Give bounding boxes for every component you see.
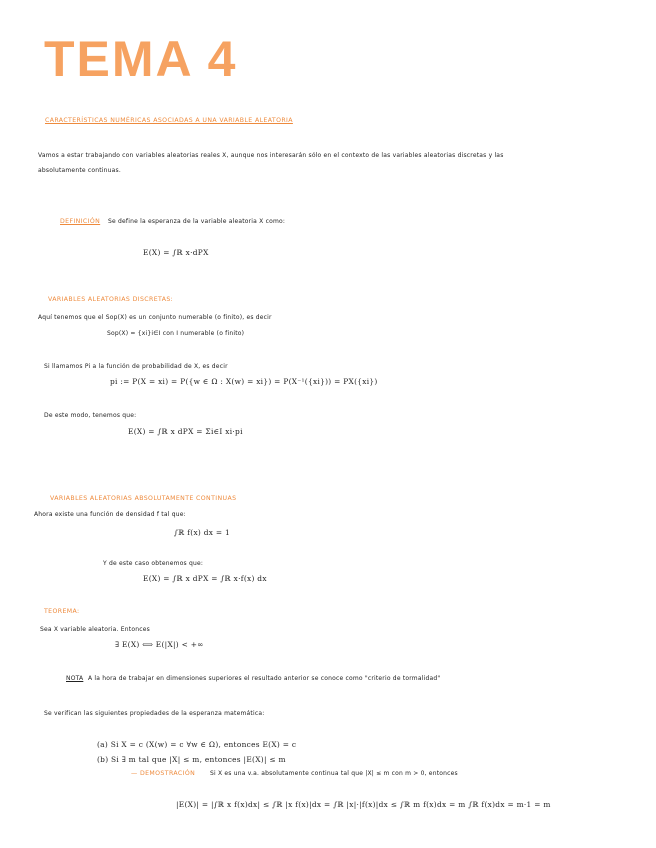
discrete-expectation-formula: E(X) = ∫ℝ x dPX = Σi∈I xi·pi <box>128 427 243 436</box>
discrete-line-5: De este modo, tenemos que: <box>44 412 137 419</box>
proof-text: Si X es una v.a. absolutamente continua tal que |X| ≤ m con m > 0, entonces <box>210 770 458 777</box>
definition-text: Se define la esperanza de la variable aleatoria X como: <box>108 218 286 225</box>
continuous-line-3: Y de este caso obtenemos que: <box>103 560 204 567</box>
theorem-line-1: Sea X variable aleatoria. Entonces <box>40 626 150 633</box>
note-label: NOTA <box>66 675 84 682</box>
proof-formula: |E(X)| = |∫ℝ x f(x)dx| ≤ ∫ℝ |x f(x)|dx = ∫ℝ |x|·|f(x)|dx ≤ ∫ℝ m f(x)dx = m ∫ℝ f(x)dx = m·1 = m <box>176 800 551 809</box>
continuous-heading: VARIABLES ALEATORIAS ABSOLUTAMENTE CONTINUAS <box>50 495 237 502</box>
discrete-line-1: Aquí tenemos que el Sop(X) es un conjunto numerable (o finito), es decir <box>38 314 272 321</box>
continuous-line-1: Ahora existe una función de densidad f tal que: <box>34 511 186 518</box>
density-formula: ∫ℝ f(x) dx = 1 <box>174 528 231 537</box>
theorem-formula: ∃ E(X) ⟺ E(|X|) < +∞ <box>115 640 204 649</box>
discrete-prob-formula: pi := P(X = xi) = P({w ∈ Ω : X(w) = xi}) = P(X⁻¹({xi})) = PX({xi}) <box>110 377 378 386</box>
discrete-line-3: Si llamamos Pi a la función de probabilidad de X, es decir <box>44 363 228 370</box>
discrete-heading: VARIABLES ALEATORIAS DISCRETAS: <box>48 296 174 303</box>
property-b: (b) Si ∃ m tal que |X| ≤ m, entonces |E(X)| ≤ m <box>97 755 286 764</box>
property-a: (a) Si X = c (X(w) = c ∀w ∈ Ω), entonces E(X) = c <box>97 740 297 749</box>
theorem-label: TEOREMA: <box>44 608 80 615</box>
expectation-formula: E(X) = ∫ℝ x·dPX <box>143 248 209 257</box>
intro-line-2: absolutamente continuas. <box>38 167 121 174</box>
properties-intro: Se verifican las siguientes propiedades de la esperanza matemática: <box>44 710 265 717</box>
page-title: TEMA 4 <box>44 31 238 87</box>
continuous-expectation-formula: E(X) = ∫ℝ x dPX = ∫ℝ x·f(x) dx <box>143 574 267 583</box>
definition-label: DEFINICIÓN <box>60 218 101 225</box>
intro-line-1: Vamos a estar trabajando con variables aleatorias reales X, aunque nos interesarán sólo en el contexto de las variables aleatorias discretas y las <box>38 152 504 159</box>
note-text: A la hora de trabajar en dimensiones superiores el resultado anterior se conoce como "criterio de tormalidad" <box>88 675 441 682</box>
discrete-line-2: Sop(X) = {xi}i∈I con I numerable (o finito) <box>107 330 245 337</box>
section-heading: CARACTERÍSTICAS NUMÉRICAS ASOCIADAS A UNA VARIABLE ALEATORIA <box>45 117 293 124</box>
proof-label: — DEMOSTRACIÓN <box>131 770 196 777</box>
